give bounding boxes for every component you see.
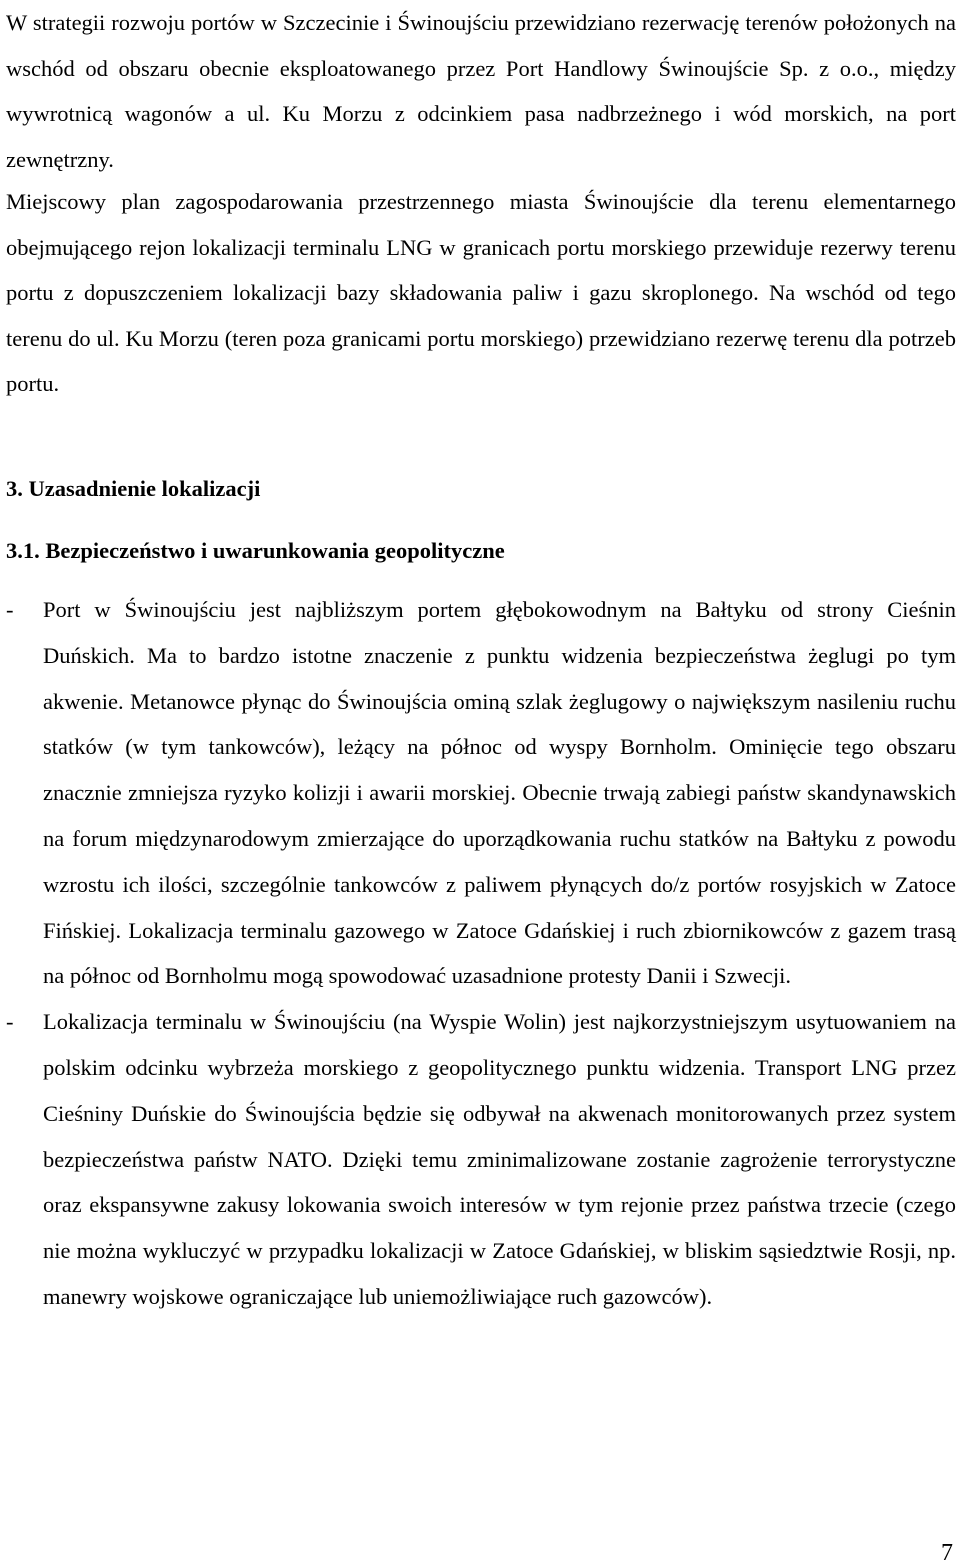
bullet-list [6,587,956,1320]
page-number: 7 [941,1540,953,1566]
section-heading: 3. Uzasadnienie lokalizacji [6,476,261,501]
paragraph-port-strategy: W strategii rozwoju portów w Szczecinie i Świnoujściu przewidziano rezerwację terenów położonych na wschód od obszaru obecnie eksploatowanego przez Port Handlowy Świnoujście Sp. z o.o., między wywrotnicą wagonów a ul. Ku Morzu z odcinkiem pasa nadbrzeżnego i wód morskich, na port zewnętrzny. [6,10,956,172]
list-item [6,587,956,999]
subsection-heading: 3.1. Bezpieczeństwo i uwarunkowania geopolityczne [6,538,505,563]
list-item-text: Lokalizacja terminalu w Świnoujściu (na Wyspie Wolin) jest najkorzystniejszym usytuowaniem na polskim odcinku wybrzeża morskiego z geopolitycznego punktu widzenia. Transport LNG przez Cieśniny Duńskie do Świnoujścia będzie się odbywał na akwenach monitorowanych przez system bezpieczeństwa państw NATO. Dzięki temu zminimalizowane zostanie zagrożenie terrorystyczne oraz ekspansywne zakusy lokowania swoich interesów w tym rejonie przez państwa trzecie (czego nie można wykluczyć w przypadku lokalizacji w Zatoce Gdańskiej, w bliskim sąsiedztwie Rosji, np. manewry wojskowe ograniczające lub uniemożliwiające ruch gazowców). [43,1009,956,1309]
bullet-marker: - [6,597,14,622]
list-item [6,999,956,1320]
list-item-text: Port w Świnoujściu jest najbliższym portem głębokowodnym na Bałtyku od strony Cieśnin Duńskich. Ma to bardzo istotne znaczenie z punktu widzenia bezpieczeństwa żeglugi po tym akwenie. Metanowce płynąc do Świnoujścia ominą szlak żeglugowy o największym nasileniu ruchu statków (w tym tankowców), leżący na północ od wyspy Bornholm. Ominięcie tego obszaru znacznie zmniejsza ryzyko kolizji i awarii morskiej. Obecnie trwają zabiegi państw skandynawskich na forum międzynarodowym zmierzające do uporządkowania ruchu statków na Bałtyku z powodu wzrostu ich ilości, szczególnie tankowców z paliwem płynących do/z portów rosyjskich w Zatoce Fińskiej. Lokalizacja terminalu gazowego w Zatoce Gdańskiej i ruch zbiornikowców z gazem trasą na północ od Bornholmu mogą spowodować uzasadnione protesty Danii i Szwecji. [43,597,956,989]
bullet-marker: - [6,1009,14,1035]
paragraph-zoning-plan: Miejscowy plan zagospodarowania przestrzennego miasta Świnoujście dla terenu elementarnego obejmującego rejon lokalizacji terminalu LNG w granicach portu morskiego przewiduje rezerwy terenu portu z dopuszczeniem lokalizacji bazy składowania paliw i gazu skroplonego. Na wschód od tego terenu do ul. Ku Morzu (teren poza granicami portu morskiego) przewidziano rezerwę terenu dla potrzeb portu. [6,189,956,397]
